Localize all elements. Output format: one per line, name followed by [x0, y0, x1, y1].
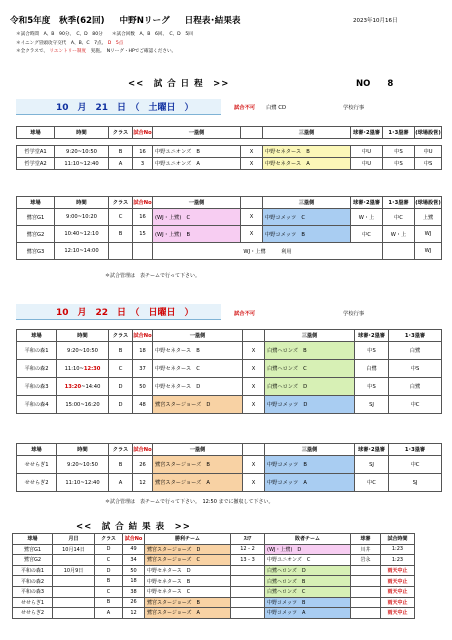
table-row: せせらぎ2 A 12 鷺宮スタージョーズ A 中野コメッツ A 雨天中止	[13, 608, 415, 619]
note-line: ＊イニング冒頭攻守交代 A、B、C 7点、 D 5点	[16, 40, 124, 46]
note-line: ＊試合時間 A、B 90分、 C、D 80分 ＊試合回数 A、B 6回、 C、D 5回	[16, 32, 193, 37]
table-row: せせらぎ1 B 26 鷺宮スタージョーズ B 中野コメッツ B 雨天中止	[13, 597, 415, 608]
table-row: 平和の森2 11:10~12:30 C 37 中野セネタース C X 白鷺ヘロンズ C 白鷺 中S	[17, 360, 442, 378]
results-heading: << 試 合 結 果 表 >>	[76, 522, 191, 532]
table-row: 平和の森1 9:20~10:50 B 18 中野セネタース B X 白鷺ヘロンズ B 中S 白鷺	[17, 342, 442, 360]
table-row: 鷺宮G1 10月14日 D 49 鷺宮スタージョーズ D 12 - 2 (WJ・上鷺) D 川井 1:23	[13, 544, 415, 555]
day1-badge: 試合不可	[234, 105, 256, 111]
document-date: 2023年10月16日	[353, 18, 398, 24]
day2-table-a	[16, 329, 442, 414]
table-row: 哲学堂A2 11:10~12:40 A 3 中野ユニオンズ A X 中野セネタース A 中U 中S 中S	[17, 158, 442, 170]
day1-band	[16, 99, 221, 115]
day1-table-b	[16, 196, 442, 260]
table-row: 平和の森3 C 38 中野セネタース C 白鷺ヘロンズ C 雨天中止	[13, 586, 415, 597]
day2-note: ＊試合管理は 表チームで行って下さい。 12:50 までに撤収して下さい。	[105, 499, 274, 505]
page-title	[10, 14, 241, 26]
day2-badge: 試合不可	[234, 311, 256, 317]
schedule-heading: << 試 合 日 程 >>	[128, 79, 230, 89]
table-row: 鷺宮G2 C 34 鷺宮スタージョーズ C 13 - 3 中野ユニオンズ C 岩永 1:23	[13, 555, 415, 566]
table-header-row: 球場 時間 クラス 試合No 一塁側 三塁側 球審･2塁審 1･3塁審	[17, 444, 442, 456]
table-row: 鷺宮G3 12:10~14:00 WJ・上鷺 利用 WJ	[17, 243, 442, 260]
note-line: ＊全クラスで、 リエントリー制度 実施。 Nリーグ・HPでご確認ください。	[16, 49, 177, 55]
table-header-row: 球場 月日 クラス 試合No 勝利チーム ｽｺｱ 敗者チーム 球審 試合時間	[13, 534, 415, 545]
day1-label: 10 月 21 日 （ 土曜日 ）	[56, 103, 194, 113]
table-row: 平和の森1 10月9日 D 50 中野セネタース D 白鷺ヘロンズ D 雨天中止	[13, 565, 415, 576]
table-header-row: 球場 時間 クラス 試合No 一塁側 三塁側 球審･2塁審 1･3塁審 (球場設営)	[17, 127, 442, 139]
rules-notes	[16, 31, 193, 57]
table-row: 平和の森4 15:00~16:20 D 48 鷺宮スタージョーズ D X 中野コメッツ D SJ 中C	[17, 396, 442, 414]
table-row: 鷺宮G1 9:00~10:20 C 16 (WJ・上鷺) C X 中野コメッツ C W・上 中C 上鷺	[17, 209, 442, 226]
day2-band	[16, 304, 221, 320]
table-header-row: 球場 時間 クラス 試合No 一塁側 三塁側 球審･2塁審 1･3塁審	[17, 330, 442, 342]
day1-note: ＊試合管理は 表チームで行って下さい。	[105, 273, 201, 279]
title-league: 中野Nリーグ	[119, 16, 170, 26]
table-row: 平和の森3 13:20~14:40 D 50 中野セネタース D X 白鷺ヘロンズ D 中S 白鷺	[17, 378, 442, 396]
title-doc: 日程表･結果表	[184, 16, 241, 26]
day2-label: 10 月 22 日 （ 日曜日 ）	[56, 308, 194, 318]
day1-event: 学校行事	[343, 105, 365, 111]
day1-badge-note: 白鷺 CD	[266, 105, 287, 111]
day1-table-a	[16, 126, 442, 170]
day2-table-b	[16, 443, 442, 492]
table-row: 平和の森2 B 18 中野セネタース B 白鷺ヘロンズ B 雨天中止	[13, 576, 415, 587]
table-row: 哲学堂A1 9:20~10:50 B 16 中野ユニオンズ B X 中野セネタース B 中U 中S 中U	[17, 146, 442, 158]
day2-event: 学校行事	[343, 311, 365, 317]
table-row: せせらぎ2 11:10~12:40 A 12 鷺宮スタージョーズ A X 中野コメッツ A 中C SJ	[17, 474, 442, 492]
table-row: 鷺宮G2 10:40~12:10 B 15 (WJ・上鷺) B X 中野コメッツ B 中C W・上 WJ	[17, 226, 442, 243]
title-season: 令和5年度 秋季(62回)	[10, 16, 105, 26]
results-table	[12, 533, 415, 619]
table-row: せせらぎ1 9:20~10:50 B 26 鷺宮スタージョーズ B X 中野コメッツ B SJ 中C	[17, 456, 442, 474]
sheet-number: NO 8	[356, 79, 394, 89]
table-header-row: 球場 時間 クラス 試合No 一塁側 三塁側 球審･2塁審 1･3塁審 (球場設営)	[17, 197, 442, 209]
